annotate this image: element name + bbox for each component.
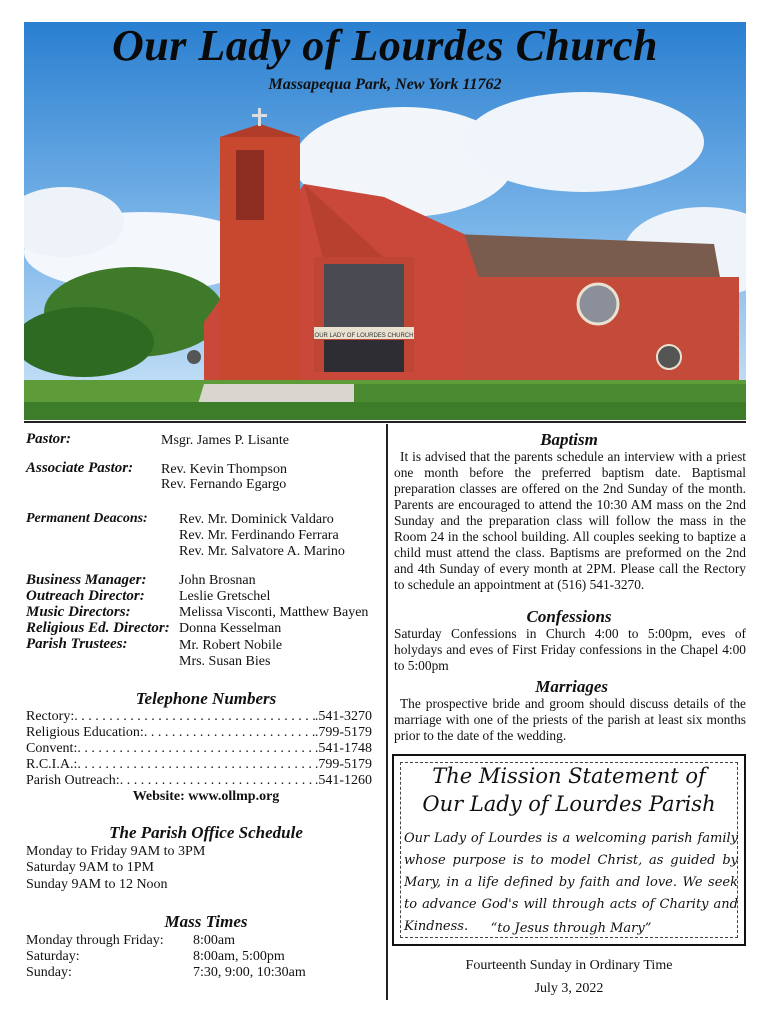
phone-row: Parish Outreach: . . . .541-1260 <box>26 773 372 789</box>
trustees-label: Parish Trustees: <box>26 636 128 652</box>
religious-ed-name: Donna Kesselman <box>179 621 282 636</box>
mass-time: 8:00am, 5:00pm <box>193 949 285 964</box>
bulletin-date: July 3, 2022 <box>534 981 604 996</box>
telephone-heading: Telephone Numbers <box>135 689 277 708</box>
business-manager-name: John Brosnan <box>179 573 256 588</box>
phone-row: R.C.I.A.: . . . .799-5179 <box>26 757 372 773</box>
mass-times-heading: Mass Times <box>164 912 248 931</box>
mass-day: Monday through Friday: <box>26 933 164 948</box>
office-hours-line: Saturday 9AM to 1PM <box>26 860 154 875</box>
religious-ed-label: Religious Ed. Director: <box>26 620 170 636</box>
page-title: Our Lady of Lourdes Church <box>112 21 658 70</box>
associate-pastor-label: Associate Pastor: <box>26 460 134 476</box>
mass-time: 7:30, 9:00, 10:30am <box>193 965 306 980</box>
church-address: Massapequa Park, New York 11762 <box>268 76 502 93</box>
mass-day: Sunday: <box>26 965 72 980</box>
trustee-2: Mrs. Susan Bies <box>179 654 271 669</box>
phone-row: Convent: . . . .541-1748 <box>26 741 372 757</box>
business-manager-label: Business Manager: <box>26 572 147 588</box>
phone-row: Religious Education: . . . .799-5179 <box>26 725 372 741</box>
mission-body: Our Lady of Lourdes is a welcoming parish family whose purpose is to model Christ, as guided by Mary, in a life defined by faith and love. We seek to advance God's will through acts of Charity and Kindness. <box>404 831 738 934</box>
mission-statement-box <box>392 754 746 946</box>
office-hours-line: Monday to Friday 9AM to 3PM <box>26 844 206 859</box>
outreach-director-label: Outreach Director: <box>26 588 145 604</box>
marriages-heading: Marriages <box>535 677 608 696</box>
outreach-director-name: Leslie Gretschel <box>179 589 271 604</box>
deacons-label: Permanent Deacons: <box>26 511 148 526</box>
deacon-1: Rev. Mr. Dominick Valdaro <box>179 512 334 527</box>
office-schedule-heading: The Parish Office Schedule <box>109 823 303 842</box>
liturgical-occasion: Fourteenth Sunday in Ordinary Time <box>465 958 673 973</box>
deacon-2: Rev. Mr. Ferdinando Ferrara <box>179 528 339 543</box>
pastor-name: Msgr. James P. Lisante <box>161 433 289 448</box>
baptism-text: It is advised that the parents schedule an interview with a priest one month before the preferred baptism date. Baptismal preparation classes are offered on the 2nd Sunday of the month. Parents are encouraged to attend the 10:30 AM mass on the 2nd Sunday and the preparation class will follow the mass in the Room 24 in the school building. All couples seeking to baptize a child must attend the class. Baptisms are preformed on the 2nd and 4th Sunday of every month at 2PM. Please call the Rectory to schedule an appointment at (516) 541-3270. <box>394 449 746 592</box>
confessions-heading: Confessions <box>526 607 612 626</box>
music-directors-label: Music Directors: <box>26 604 131 620</box>
trustee-1: Mr. Robert Nobile <box>179 638 283 653</box>
mission-motto: “to Jesus through Mary” <box>490 921 652 936</box>
deacon-3: Rev. Mr. Salvatore A. Marino <box>179 544 345 559</box>
header-divider <box>24 421 746 423</box>
column-divider <box>386 424 388 1000</box>
music-directors-names: Melissa Visconti, Matthew Bayen <box>179 605 369 620</box>
associate-pastor-1: Rev. Kevin Thompson <box>161 462 287 477</box>
mission-title-line1: The Mission Statement of <box>432 764 706 788</box>
phone-row: Rectory: . . . .541-3270 <box>26 709 372 725</box>
baptism-heading: Baptism <box>540 430 598 449</box>
mass-day: Saturday: <box>26 949 80 964</box>
associate-pastor-2: Rev. Fernando Egargo <box>161 477 287 492</box>
website-link[interactable]: Website: www.ollmp.org <box>132 789 280 804</box>
mission-title-line2: Our Lady of Lourdes Parish <box>422 792 716 816</box>
confessions-text: Saturday Confessions in Church 4:00 to 5:00pm, eves of holydays and eves of First Friday confessions in the Chapel 4:00 to 5:00pm <box>394 626 746 673</box>
mass-time: 8:00am <box>193 933 235 948</box>
office-hours-line: Sunday 9AM to 12 Noon <box>26 877 168 892</box>
pastor-label: Pastor: <box>26 431 71 447</box>
photo-sign: OUR LADY OF LOURDES CHURCH <box>314 333 414 339</box>
marriages-text: The prospective bride and groom should discuss details of the marriage with one of the priests of the parish at least six months prior to the date of the wedding. <box>394 696 746 743</box>
